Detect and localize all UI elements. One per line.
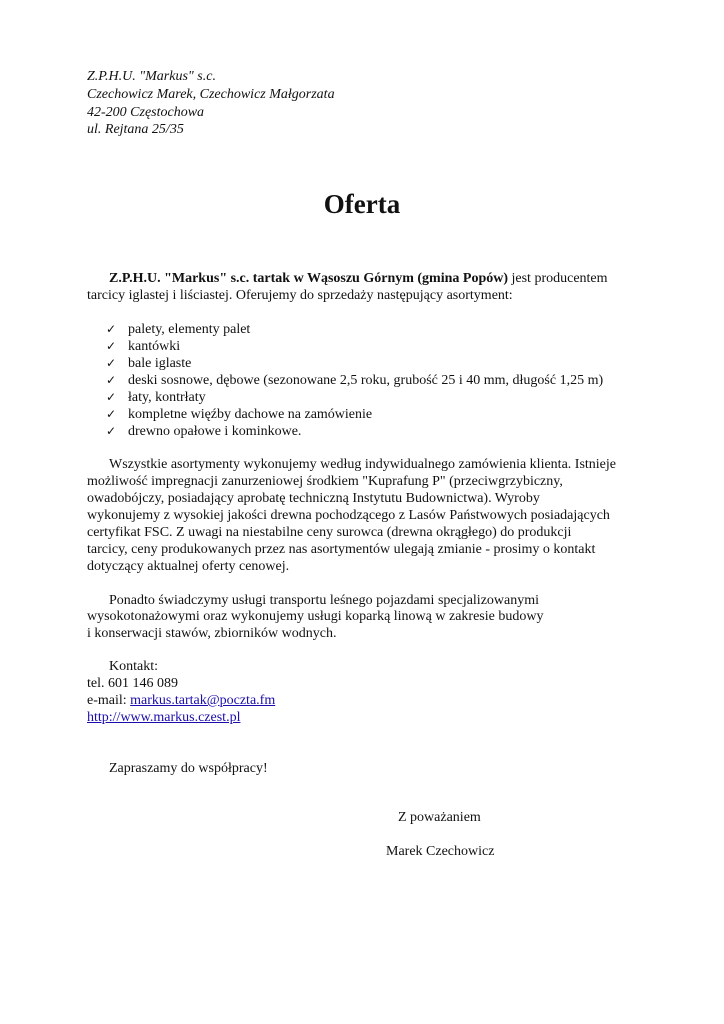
contact-email-line [87, 692, 275, 709]
list-item: ✓ kompletne więźby dachowe na zamówienie [106, 407, 373, 422]
website-link[interactable]: http://www.markus.czest.pl [87, 710, 241, 725]
document-title: Oferta [323, 189, 401, 219]
list-item: ✓ kantówki [106, 339, 181, 354]
postal-city: 42-200 Częstochowa [87, 105, 205, 120]
street-address: ul. Rejtana 25/35 [87, 122, 184, 137]
checkmark-icon: ✓ [106, 356, 117, 370]
regards-text: Z poważaniem [398, 810, 481, 825]
checkmark-icon: ✓ [106, 373, 117, 387]
contact-heading: Kontakt: [109, 659, 158, 674]
checkmark-icon: ✓ [106, 390, 117, 404]
list-item: ✓ łaty, kontrłaty [106, 390, 206, 405]
paragraph-1-line: owadobójczy, posiadający aprobatę techniczną Instytutu Budownictwa). Wyroby [87, 491, 540, 506]
invitation-text: Zapraszamy do współpracy! [109, 761, 268, 776]
checkmark-icon: ✓ [106, 424, 117, 438]
checkmark-icon: ✓ [106, 322, 117, 336]
signature-name: Marek Czechowicz [386, 844, 495, 859]
intro-line-2: tarcicy iglastej i liściastej. Oferujemy do sprzedaży następujący asortyment: [87, 288, 513, 303]
intro-line-1 [87, 270, 647, 287]
owners-line: Czechowicz Marek, Czechowicz Małgorzata [87, 87, 335, 102]
list-item: ✓ palety, elementy palet [106, 322, 251, 337]
checkmark-icon: ✓ [106, 407, 117, 421]
paragraph-1-line: możliwość impregnacji zanurzeniowej środkiem "Kuprafung P" (przeciwgrzybiczny, [87, 474, 563, 489]
list-item: ✓ bale iglaste [106, 356, 192, 371]
contact-phone: tel. 601 146 089 [87, 676, 178, 691]
list-item: ✓ deski sosnowe, dębowe (sezonowane 2,5 roku, grubość 25 i 40 mm, długość 1,25 m) [106, 373, 604, 388]
paragraph-2-line: wysokotonażowymi oraz wykonujemy usługi koparką linową w zakresie budowy [87, 609, 544, 624]
paragraph-1-line: wykonujemy z wysokiej jakości drewna pochodzącego z Lasów Państwowych posiadających [87, 508, 610, 523]
paragraph-1-line: Wszystkie asortymenty wykonujemy według indywidualnego zamówienia klienta. Istnieje [109, 457, 616, 472]
list-item: ✓ drewno opałowe i kominkowe. [106, 424, 302, 439]
intro-paragraph [87, 270, 647, 304]
company-name: Z.P.H.U. "Markus" s.c. [87, 69, 216, 84]
paragraph-1-line: dotyczący aktualnej oferty cenowej. [87, 559, 290, 574]
email-label: e-mail: [87, 693, 131, 708]
checkmark-icon: ✓ [106, 339, 117, 353]
email-link[interactable]: markus.tartak@poczta.fm [130, 693, 276, 708]
paragraph-1-line: tarcicy, ceny produkowanych przez nas asortymentów ulegają zmianie - prosimy o kontakt [87, 542, 596, 557]
intro-line-1-rest: jest producentem [508, 271, 608, 286]
paragraph-1-line: certyfikat FSC. Z uwagi na niestabilne ceny surowca (drewna okrągłego) do produkcji [87, 525, 572, 540]
assortment-list [106, 321, 603, 440]
paragraph-2-line: i konserwacji stawów, zbiorników wodnych. [87, 626, 337, 641]
intro-bold-text: Z.P.H.U. "Markus" s.c. tartak w Wąsoszu Górnym (gmina Popów) [109, 271, 508, 286]
paragraph-2-line: Ponadto świadczymy usługi transportu leśnego pojazdami specjalizowanymi [109, 593, 540, 608]
